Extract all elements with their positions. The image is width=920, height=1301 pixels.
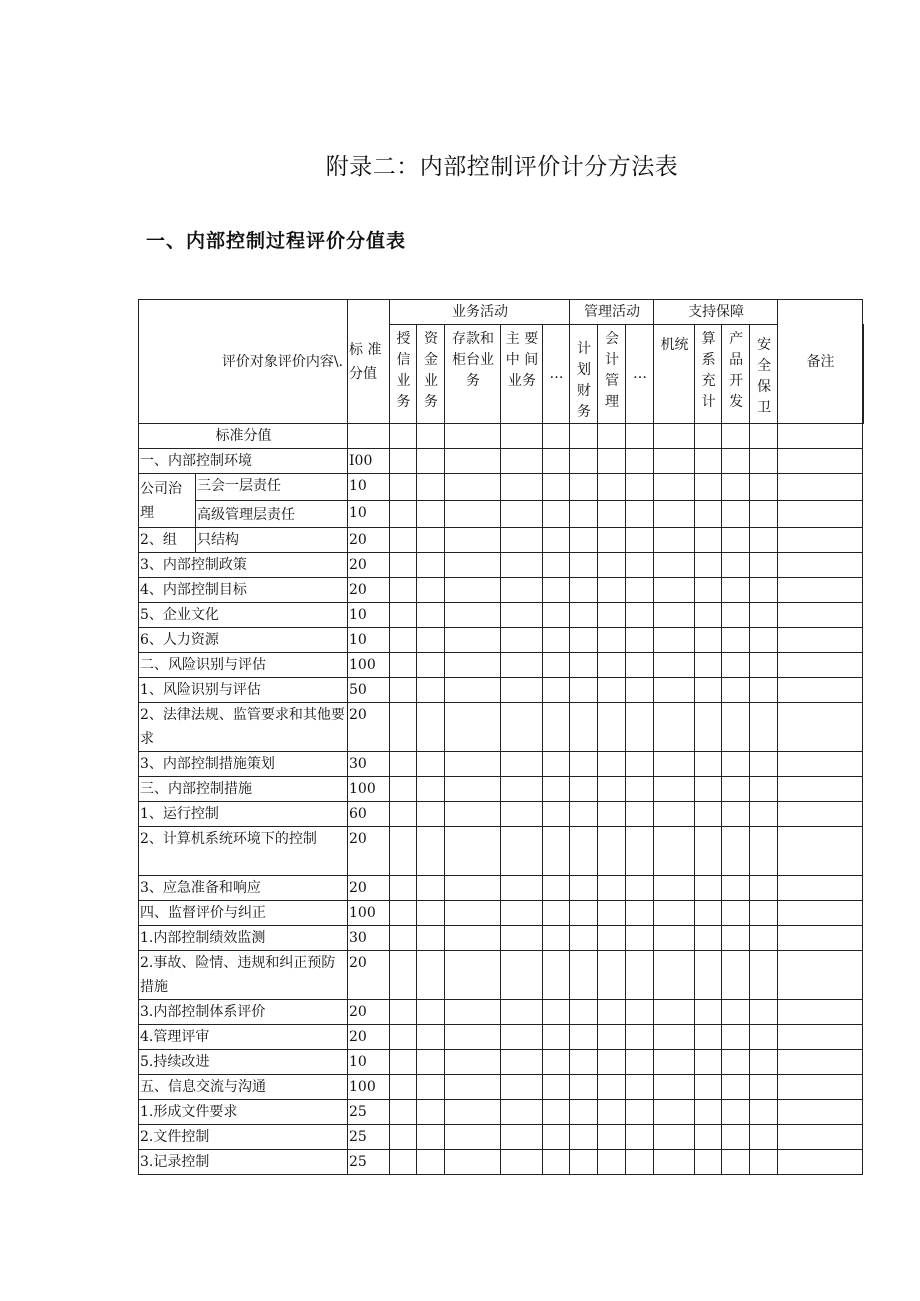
table-row — [139, 876, 864, 901]
row-std-value: 20 — [348, 1000, 390, 1025]
row-label: 5.持续改进 — [139, 1050, 348, 1075]
table-row — [139, 951, 864, 1000]
row-label: 三、内部控制措施 — [139, 777, 348, 802]
row-std-value: 20 — [348, 951, 390, 1000]
col-computer-b: 算系充计 — [695, 325, 722, 424]
row-label: 1.形成文件要求 — [139, 1100, 348, 1125]
row-std-value: 25 — [348, 1150, 390, 1175]
row-group-label: 公司治理 — [139, 474, 196, 528]
table-row — [139, 449, 864, 474]
row-label: 五、信息交流与沟通 — [139, 1075, 348, 1100]
row-std-value: 20 — [348, 876, 390, 901]
table-row — [139, 1125, 864, 1150]
row-label: 2、法律法规、监管要求和其他要求 — [139, 703, 348, 752]
table-row — [139, 752, 864, 777]
row-label: 3.记录控制 — [139, 1150, 348, 1175]
row-std-value: 20 — [348, 703, 390, 752]
table-row — [139, 528, 864, 553]
table-row — [139, 926, 864, 951]
row-label: 5、企业文化 — [139, 603, 348, 628]
row-label: 4、内部控制目标 — [139, 578, 348, 603]
row-std-value: 25 — [348, 1100, 390, 1125]
row-label-2: 只结构 — [196, 528, 348, 553]
table-row — [139, 553, 864, 578]
row-std-value: 60 — [348, 802, 390, 827]
page-title: 附录二：内部控制评价计分方法表 — [325, 154, 679, 180]
row-std-value: 30 — [348, 926, 390, 951]
table-row — [139, 1025, 864, 1050]
table-row — [139, 1000, 864, 1025]
col-finance: 计划财务 — [570, 325, 598, 424]
row-std-value: I00 — [348, 449, 390, 474]
row-label: 四、监督评价与纠正 — [139, 901, 348, 926]
row-label: 2、计算机系统环境下的控制 — [139, 827, 348, 876]
row-std-value: 100 — [348, 653, 390, 678]
row-std-value: 100 — [348, 901, 390, 926]
row-std-value: 100 — [348, 777, 390, 802]
table-row — [139, 603, 864, 628]
std-value-header-text: 标 准 分值 — [349, 341, 382, 382]
scoring-table — [138, 299, 864, 1175]
col-product: 产品开发 — [722, 325, 750, 424]
table-row — [139, 501, 864, 528]
row-std-value: 100 — [348, 1075, 390, 1100]
row-label: 3.内部控制体系评价 — [139, 1000, 348, 1025]
row-std-value: 10 — [348, 603, 390, 628]
row-std-value: 10 — [348, 1050, 390, 1075]
table-row — [139, 1150, 864, 1175]
row-std-value: 30 — [348, 752, 390, 777]
table-row — [139, 1100, 864, 1125]
table-row — [139, 474, 864, 501]
table-row — [139, 578, 864, 603]
col-more-management: … — [626, 325, 654, 424]
col-more-business: … — [543, 325, 570, 424]
row-label: 2.文件控制 — [139, 1125, 348, 1150]
row-std-value: 20 — [348, 1025, 390, 1050]
table-row — [139, 678, 864, 703]
table-row — [139, 653, 864, 678]
row-std-value: 20 — [348, 528, 390, 553]
std-row-label: 标准分值 — [139, 424, 348, 449]
row-label: 3、内部控制政策 — [139, 553, 348, 578]
row-std-value: 10 — [348, 501, 390, 528]
row-std-value: 10 — [348, 474, 390, 501]
row-std-value: 25 — [348, 1125, 390, 1150]
row-label: 2、组 — [139, 528, 196, 553]
table-row — [139, 827, 864, 876]
row-label: 1、运行控制 — [139, 802, 348, 827]
col-credit: 授信业务 — [390, 325, 417, 424]
row-std-value: 20 — [348, 578, 390, 603]
col-more-support — [863, 325, 864, 424]
col-accounting: 会计管理 — [598, 325, 626, 424]
table-row — [139, 1075, 864, 1100]
col-security: 安全保卫 — [750, 325, 778, 424]
col-intermediary: 主 要 中 间 业务 — [501, 325, 543, 424]
row-std-value: 50 — [348, 678, 390, 703]
row-label: 6、人力资源 — [139, 628, 348, 653]
row-label: 一、内部控制环境 — [139, 449, 348, 474]
table-row — [139, 628, 864, 653]
row-label: 1.内部控制绩效监测 — [139, 926, 348, 951]
table-row — [139, 703, 864, 752]
std-value-header — [348, 300, 390, 424]
row-label: 2.事故、险情、违规和纠正预防措施 — [139, 951, 348, 1000]
row-label: 二、风险识别与评估 — [139, 653, 348, 678]
table-row — [139, 802, 864, 827]
row-label: 1、风险识别与评估 — [139, 678, 348, 703]
section-title: 一、内部控制过程评价分值表 — [146, 230, 407, 252]
row-label: 3、内部控制措施策划 — [139, 752, 348, 777]
row-std-value: 20 — [348, 827, 390, 876]
table-row — [139, 777, 864, 802]
col-computer-a: 机统 — [654, 325, 695, 424]
row-label: 三会一层责任 — [196, 474, 348, 501]
row-std-value: 20 — [348, 553, 390, 578]
remark-header: 备注 — [778, 300, 863, 424]
col-funds: 资金业务 — [417, 325, 445, 424]
row-label: 4.管理评审 — [139, 1025, 348, 1050]
row-std-value: 10 — [348, 628, 390, 653]
row-label: 3、应急准备和响应 — [139, 876, 348, 901]
eval-content-header: 评价对象评价内容\. — [139, 300, 348, 424]
group-support: 支持保障 — [654, 300, 778, 325]
table-row — [139, 901, 864, 926]
table-row — [139, 1050, 864, 1075]
row-label: 高级管理层责任 — [196, 501, 348, 528]
group-business: 业务活动 — [390, 300, 570, 325]
col-deposit: 存款和柜台业务 — [445, 325, 501, 424]
group-management: 管理活动 — [570, 300, 654, 325]
